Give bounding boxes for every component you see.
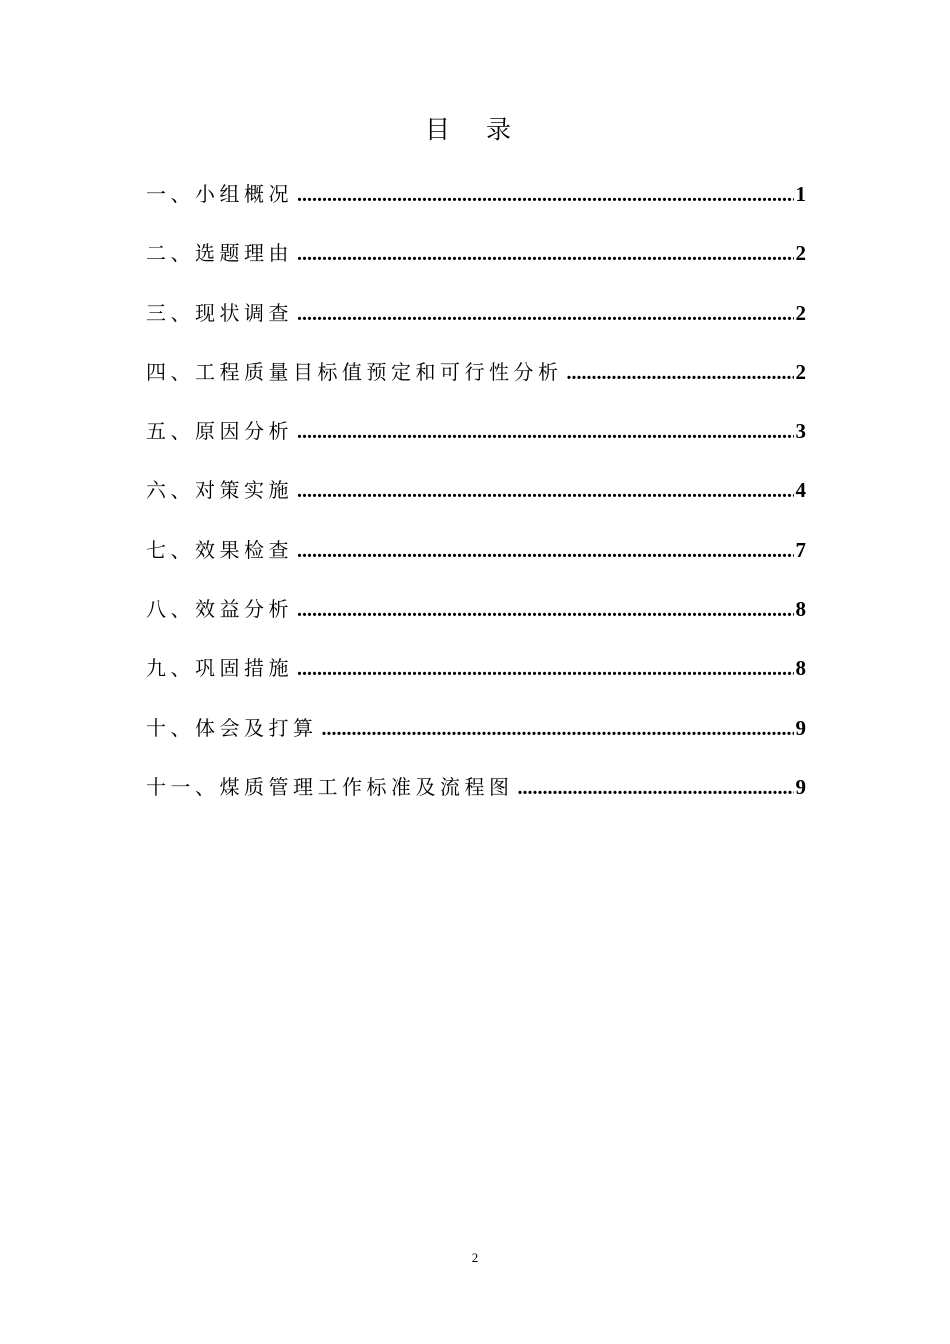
toc-entry-page: 2 [795, 300, 806, 325]
toc-entry[interactable] [146, 176, 806, 235]
toc-leader-dots [297, 592, 794, 628]
toc-entry-label: 二、选题理由 [146, 241, 293, 266]
toc-entry-page: 8 [795, 597, 806, 622]
toc-entry[interactable] [146, 354, 806, 413]
toc-entry-label: 一、小组概况 [146, 182, 293, 206]
toc-entry-page: 2 [795, 241, 806, 266]
toc-entry-label: 五、原因分析 [146, 419, 293, 444]
toc-leader-dots [297, 533, 794, 569]
toc-leader-dots [322, 711, 794, 747]
toc-entry-label: 四、工程质量目标值预定和可行性分析 [146, 359, 563, 384]
toc-entry-label: 七、效果检查 [146, 537, 293, 562]
toc-entry-page: 9 [795, 774, 806, 799]
toc-entry[interactable] [146, 532, 806, 591]
toc-entry-label: 十一、煤质管理工作标准及流程图 [146, 774, 514, 799]
toc-entry-page: 9 [795, 715, 806, 740]
toc-title: 目 录 [425, 115, 525, 144]
toc-entry-label: 十、体会及打算 [146, 715, 318, 740]
toc-entry[interactable] [146, 591, 806, 650]
toc-entry[interactable] [146, 235, 806, 294]
toc-leader-dots [297, 651, 794, 687]
toc-leader-dots [567, 355, 794, 391]
toc-entry-page: 8 [795, 656, 806, 681]
toc-entry-label: 六、对策实施 [146, 478, 293, 503]
toc-list [146, 176, 806, 828]
toc-entry-page: 2 [795, 359, 806, 384]
toc-entry[interactable] [146, 472, 806, 531]
footer-page-number: 2 [471, 1250, 479, 1265]
toc-leader-dots [297, 296, 794, 332]
toc-entry[interactable] [146, 710, 806, 769]
toc-leader-dots [518, 770, 794, 806]
toc-entry[interactable] [146, 413, 806, 472]
toc-entry-page: 4 [795, 478, 806, 503]
toc-entry[interactable] [146, 769, 806, 828]
toc-leader-dots [297, 414, 794, 450]
toc-entry[interactable] [146, 295, 806, 354]
toc-entry-label: 三、现状调查 [146, 300, 293, 325]
toc-entry-page: 3 [795, 419, 806, 444]
toc-leader-dots [297, 236, 794, 272]
toc-entry-page: 1 [795, 182, 806, 206]
toc-entry-label: 八、效益分析 [146, 597, 293, 622]
toc-entry-label: 九、巩固措施 [146, 656, 293, 681]
toc-entry-page: 7 [795, 537, 806, 562]
toc-leader-dots [297, 177, 794, 213]
toc-entry[interactable] [146, 650, 806, 709]
toc-leader-dots [297, 473, 794, 509]
